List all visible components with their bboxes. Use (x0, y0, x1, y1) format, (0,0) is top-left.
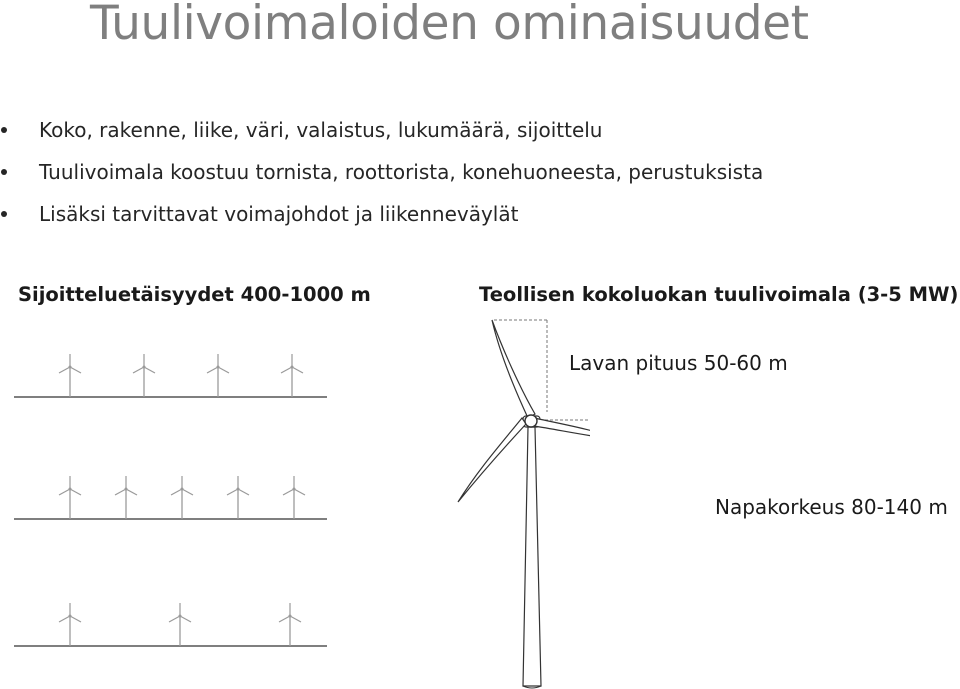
bullet-text: Lisäksi tarvittavat voimajohdot ja liikenneväylät (39, 202, 519, 226)
turbine-tower (523, 427, 541, 688)
small-turbine-icon (59, 476, 81, 519)
turbine-heading: Teollisen kokoluokan tuulivoimala (3-5 MW) (479, 283, 959, 306)
wind-farm-row (14, 354, 327, 397)
bullet-dot-icon (0, 156, 10, 188)
small-turbine-icon (227, 476, 249, 519)
blade-length-label: Lavan pituus 50-60 m (569, 351, 788, 375)
small-turbine-icon (115, 476, 137, 519)
bullet-text: Tuulivoimala koostuu tornista, roottorista, konehuoneesta, perustuksista (39, 160, 764, 184)
turbine-blades (458, 320, 590, 502)
small-turbine-icon (171, 476, 193, 519)
slide-title: Tuulivoimaloiden ominaisuudet (90, 0, 809, 51)
small-turbine-icon (279, 603, 301, 646)
wind-farm-spacing-diagram (0, 340, 340, 660)
spacing-heading: Sijoitteluetäisyydet 400-1000 m (18, 283, 371, 306)
small-turbine-icon (133, 354, 155, 397)
bullet-dot-icon (0, 114, 10, 146)
bullet-text: Koko, rakenne, liike, väri, valaistus, lukumäärä, sijoittelu (39, 118, 603, 142)
wind-farm-row (14, 476, 327, 519)
hub-height-label: Napakorkeus 80-140 m (715, 495, 948, 519)
small-turbine-icon (59, 603, 81, 646)
bullet-dot-icon (0, 198, 10, 230)
small-turbine-icon (281, 354, 303, 397)
small-turbine-icon (283, 476, 305, 519)
small-turbine-icon (59, 354, 81, 397)
wind-farm-row (14, 603, 327, 646)
wind-turbine-drawing (440, 310, 590, 689)
turbine-hub (525, 415, 537, 427)
small-turbine-icon (207, 354, 229, 397)
small-turbine-icon (169, 603, 191, 646)
